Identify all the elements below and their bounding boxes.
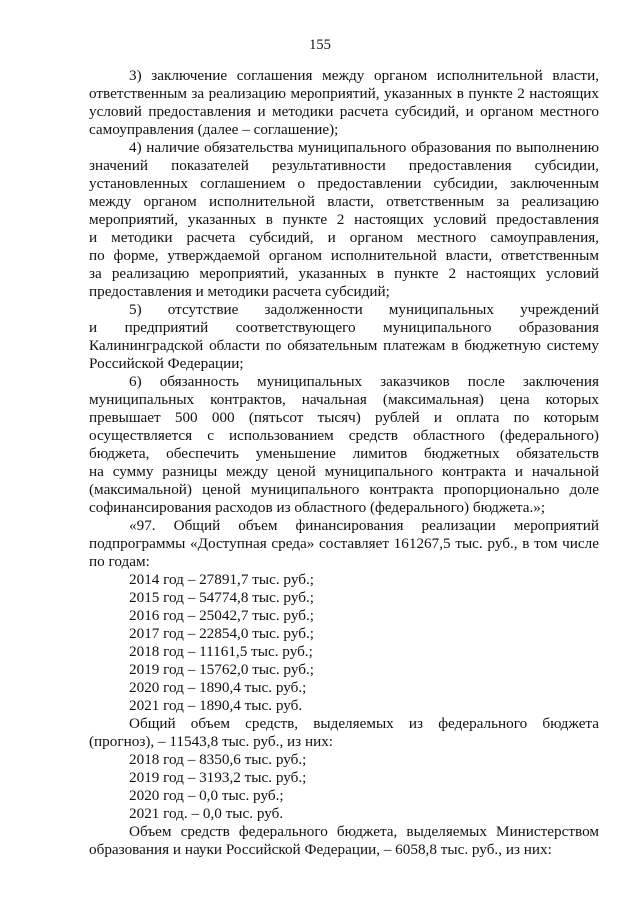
text-line: превышает 500 000 (пятьсот тысяч) рублей и оплата по которым [89, 409, 599, 426]
page-number: 155 [309, 37, 331, 53]
year-line: 2018 год – 11161,5 тыс. руб.; [129, 643, 313, 660]
text-line: между органом исполнительной власти, ответственным за реализацию [89, 193, 599, 210]
text-line: предоставления и методики расчета субсидий; [89, 283, 390, 300]
text-line: на сумму разницы между ценой муниципального контракта и начальной [89, 463, 599, 480]
year-line: 2020 год – 1890,4 тыс. руб.; [129, 679, 307, 696]
text-line: Объем средств федерального бюджета, выделяемых Министерством [129, 823, 599, 840]
text-line: ответственным за реализацию мероприятий, указанных в пункте 2 настоящих [89, 85, 599, 102]
text-line: бюджета, обеспечить уменьшение лимитов бюджетных обязательств [89, 445, 599, 462]
text-line: условий предоставления и методики расчета субсидий, и органом местного [89, 103, 599, 120]
year-line: 2016 год – 25042,7 тыс. руб.; [129, 607, 314, 624]
text-line: Российской Федерации; [89, 355, 244, 372]
text-line: Общий объем средств, выделяемых из федерального бюджета [129, 715, 599, 732]
text-line: 3) заключение соглашения между органом исполнительной власти, [129, 67, 599, 84]
text-line: (максимальной) ценой муниципального контракта пропорционально доле [89, 481, 599, 498]
text-line: значений показателей результативности предоставления субсидии, [89, 157, 599, 174]
text-line: по годам: [89, 553, 150, 570]
year-line: 2020 год – 0,0 тыс. руб.; [129, 787, 284, 804]
year-line: 2019 год – 15762,0 тыс. руб.; [129, 661, 314, 678]
text-line: установленных соглашением о предоставлении субсидии, заключенным [89, 175, 599, 192]
text-line: 6) обязанность муниципальных заказчиков после заключения [129, 373, 599, 390]
text-line: и методики расчета субсидий, и органом местного самоуправления, [89, 229, 599, 246]
text-line: за реализацию мероприятий, указанных в пункте 2 настоящих условий [89, 265, 599, 282]
year-line: 2014 год – 27891,7 тыс. руб.; [129, 571, 314, 588]
text-line: софинансирования расходов из областного (федерального) бюджета.»; [89, 499, 546, 516]
text-line: муниципальных контрактов, начальная (максимальная) цена которых [89, 391, 599, 408]
text-line: осуществляется с использованием средств областного (федерального) [89, 427, 599, 444]
text-line: мероприятий, указанных в пункте 2 настоящих условий предоставления [89, 211, 599, 228]
year-line: 2017 год – 22854,0 тыс. руб.; [129, 625, 314, 642]
text-line: и предприятий соответствующего муниципального образования [89, 319, 599, 336]
text-line: по форме, утверждаемой органом исполнительной власти, ответственным [89, 247, 599, 264]
text-line: 4) наличие обязательства муниципального образования по выполнению [129, 139, 599, 156]
year-line: 2015 год – 54774,8 тыс. руб.; [129, 589, 314, 606]
year-line: 2018 год – 8350,6 тыс. руб.; [129, 751, 307, 768]
text-line: подпрограммы «Доступная среда» составляет 161267,5 тыс. руб., в том числе [89, 535, 599, 552]
text-line: образования и науки Российской Федерации, – 6058,8 тыс. руб., из них: [89, 841, 552, 858]
year-line: 2021 год. – 0,0 тыс. руб. [129, 805, 284, 822]
year-line: 2019 год – 3193,2 тыс. руб.; [129, 769, 307, 786]
text-line: 5) отсутствие задолженности муниципальных учреждений [129, 301, 599, 318]
text-line: (прогноз), – 11543,8 тыс. руб., из них: [89, 733, 334, 750]
year-line: 2021 год – 1890,4 тыс. руб. [129, 697, 303, 714]
text-line: самоуправления (далее – соглашение); [89, 121, 339, 138]
text-line: «97. Общий объем финансирования реализации мероприятий [129, 517, 599, 534]
text-line: Калининградской области по обязательным платежам в бюджетную систему [89, 337, 599, 354]
